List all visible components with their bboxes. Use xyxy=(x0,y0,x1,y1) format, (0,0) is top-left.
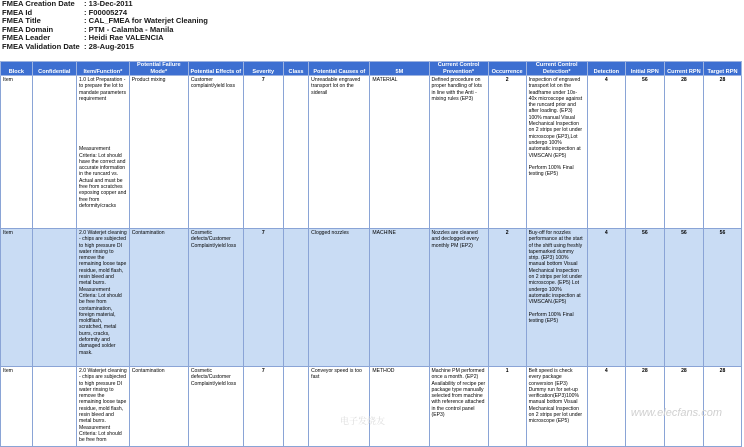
cell-current-rpn: 28 xyxy=(664,367,703,447)
cell-failure-mode: Product mixing xyxy=(129,76,188,229)
cell-failure-mode: Contamination xyxy=(129,229,188,367)
cell-severity: 7 xyxy=(243,229,283,367)
cell-effects: Cosmetic defects/Customer Complaint/yield loss xyxy=(188,229,243,367)
col-header-detection-control[interactable]: Current Control Detection* xyxy=(526,62,587,76)
header-row-validation-date: FMEA Validation Date : 28-Aug-2015 xyxy=(2,41,134,51)
cell-detection-control: Belt speed is check every package conversion (EP3) Dummy run for set-up verification(EP3)100% manual bottom Visual Mechanical Inspection on 2 strips per lot under microscope (EP5) xyxy=(526,367,587,447)
cell-detection-control: Inspection of engraved transport lot on the leadframe under 10x-40x microscope against the runcard prior and after loading. (EP3) 100% manual Visual Mechanical Inspection on 2 strips per lot under microscope (EP3),Lot undergo 100% automatic inspection at VIMSCAN (EP5) Perform 100% Final testing (EP5) xyxy=(526,76,587,229)
cell-effects: Customer complaint/yield loss xyxy=(188,76,243,229)
cell-current-rpn: 56 xyxy=(664,229,703,367)
col-header-occurrence[interactable]: Occurrence xyxy=(488,62,526,76)
cell-confidential xyxy=(32,229,76,367)
cell-causes: Clogged nozzles xyxy=(309,229,370,367)
cell-target-rpn: 28 xyxy=(703,367,741,447)
col-header-causes[interactable]: Potential Causes of xyxy=(309,62,370,76)
header-row-domain: FMEA Domain : PTM - Calamba - Manila xyxy=(2,24,174,34)
cell-5m: MACHINE xyxy=(370,229,429,367)
col-header-5m[interactable]: 5M xyxy=(370,62,429,76)
cell-initial-rpn: 56 xyxy=(625,229,664,367)
table-row[interactable] xyxy=(1,76,742,229)
fmea-header xyxy=(2,0,208,52)
cell-5m: METHOD xyxy=(370,367,429,447)
col-header-block[interactable]: Block xyxy=(1,62,33,76)
fmea-table xyxy=(0,61,742,447)
col-header-failure-mode[interactable]: Potential Failure Mode* xyxy=(129,62,188,76)
cell-block: Item xyxy=(1,76,33,229)
cell-detection: 4 xyxy=(587,229,625,367)
table-row[interactable] xyxy=(1,229,742,367)
cell-occurrence: 1 xyxy=(488,367,526,447)
cell-severity: 7 xyxy=(243,76,283,229)
cell-target-rpn: 28 xyxy=(703,76,741,229)
cell-class xyxy=(283,367,308,447)
cell-causes: Conveyor speed is too fast xyxy=(309,367,370,447)
cell-prevention: Defined procedure on proper handling of lots in line with the Anti - mixing rules (EP3) xyxy=(429,76,488,229)
cell-current-rpn: 28 xyxy=(664,76,703,229)
cell-item-function: 2.0 Waterjet cleaning - chips are subjected to high pressure DI water rinsing to remove the remaining loose tape residue, mold flash, resin bleed and metal burrs. Measurement Criteria: Lot should be free from contamination, foreign material, moldflash, scratched, metal burrs, cracks, deformity and damaged solder mask. xyxy=(76,229,129,367)
col-header-target-rpn[interactable]: Target RPN xyxy=(703,62,741,76)
col-header-item-function[interactable]: Item/Function* xyxy=(76,62,129,76)
cell-causes: Unreadable engraved transport lot on the siderail xyxy=(309,76,370,229)
cell-class xyxy=(283,76,308,229)
cell-failure-mode: Contamination xyxy=(129,367,188,447)
header-row-leader: FMEA Leader : Heidi Rae VALENCIA xyxy=(2,33,164,43)
header-row-id: FMEA Id : F00005274 xyxy=(2,7,128,17)
cell-detection-control: Buy-off for nozzles performance at the start of the shift using freshly tapemarked dummy strip. (EP3) 100% manual bottom Visual Mechanical Inspection on 2 strips per lot under microscope. (EP5) Lot undergo 100% automatic inspection at VIMSCAN.(EP5) Perform 100% Final testing (EP5) xyxy=(526,229,587,367)
cell-severity: 7 xyxy=(243,367,283,447)
col-header-class[interactable]: Class xyxy=(283,62,308,76)
col-header-initial-rpn[interactable]: Initial RPN xyxy=(625,62,664,76)
cell-confidential xyxy=(32,76,76,229)
col-header-effects[interactable]: Potential Effects of xyxy=(188,62,243,76)
cell-5m: MATERIAL xyxy=(370,76,429,229)
cell-occurrence: 2 xyxy=(488,229,526,367)
cell-detection: 4 xyxy=(587,367,625,447)
header-row-title: FMEA Title : CAL_FMEA for Waterjet Cleaning xyxy=(2,16,208,26)
cell-effects: Cosmetic defects/Customer Complaint/yield loss xyxy=(188,367,243,447)
cell-class xyxy=(283,229,308,367)
col-header-detection[interactable]: Detection xyxy=(587,62,625,76)
cell-prevention: Machine PM performed once a month. (EP2) Availability of recipe per package type manually selected from machine with reference attached in the control panel (EP3) xyxy=(429,367,488,447)
cell-item-function: 2.0 Waterjet cleaning - chips are subjected to high pressure DI water rinsing to remove the remaining loose tape residue, mold flash, resin bleed and metal burrs. Measurement Criteria: Lot should be free from xyxy=(76,367,129,447)
col-header-severity[interactable]: Severity xyxy=(243,62,283,76)
header-row-creation-date: FMEA Creation Date : 13-Dec-2011 xyxy=(2,0,133,8)
cell-block: Item xyxy=(1,367,33,447)
col-header-confidential[interactable]: Confidential xyxy=(32,62,76,76)
col-header-current-rpn[interactable]: Current RPN xyxy=(664,62,703,76)
cell-target-rpn: 56 xyxy=(703,229,741,367)
cell-prevention: Nozzles are cleaned and declogged every monthly PM (EP2) xyxy=(429,229,488,367)
cell-item-function: 1.0 Lot Preparation - to prepare the lot to mandate parameters requirement Measurement Criteria: Lot should have the correct and accurate information in the runcard vs. Actual and must be free from scratches exposing copper and free from deformity/cracks xyxy=(76,76,129,229)
cell-confidential xyxy=(32,367,76,447)
watermark: www.elecfans.com xyxy=(630,407,722,419)
col-header-prevention[interactable]: Current Control Prevention* xyxy=(429,62,488,76)
cell-initial-rpn: 28 xyxy=(625,367,664,447)
cell-detection: 4 xyxy=(587,76,625,229)
cell-block: Item xyxy=(1,229,33,367)
cell-initial-rpn: 56 xyxy=(625,76,664,229)
watermark-logo: 电子发烧友 xyxy=(340,416,386,426)
table-header-row xyxy=(1,62,742,76)
cell-occurrence: 2 xyxy=(488,76,526,229)
